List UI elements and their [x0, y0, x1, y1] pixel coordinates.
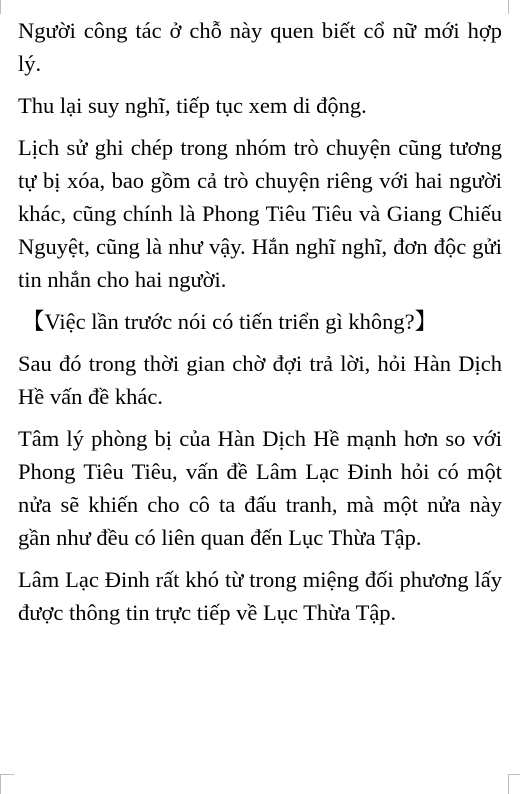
paragraph: Thu lại suy nghĩ, tiếp tục xem di động.: [18, 93, 367, 118]
crop-mark-bottom-right-h: [508, 774, 520, 775]
paragraph: Tâm lý phòng bị của Hàn Dịch Hề mạnh hơn so với Phong Tiêu Tiêu, vấn đề Lâm Lạc Đinh hỏi có một nửa sẽ khiến cho cô ta đấu tranh, mà một nửa này gần như đều có liên quan đến Lục Thừa Tập.: [18, 426, 502, 550]
paragraph: Người công tác ở chỗ này quen biết cổ nữ mới hợp lý.: [18, 18, 502, 76]
crop-mark-top-left: [0, 0, 1, 14]
paragraph: Sau đó trong thời gian chờ đợi trả lời, hỏi Hàn Dịch Hề vấn đề khác.: [18, 351, 502, 409]
paragraph-quote: 【Việc lần trước nói có tiến triển gì không?】: [22, 309, 438, 334]
paragraph: Lịch sử ghi chép trong nhóm trò chuyện cũng tương tự bị xóa, bao gồm cả trò chuyện riêng với hai người khác, cũng chính là Phong Tiêu Tiêu và Giang Chiếu Nguyệt, cũng là như vậy. Hắn nghĩ nghĩ, đơn độc gửi tin nhắn cho hai người.: [18, 135, 502, 292]
crop-mark-bottom-right: [508, 774, 509, 794]
crop-mark-top-right: [508, 0, 509, 14]
crop-mark-bottom-left: [0, 774, 1, 794]
crop-mark-bottom-left-h: [0, 774, 14, 775]
document-body: [18, 14, 502, 638]
paragraph: Lâm Lạc Đinh rất khó từ trong miệng đối phương lấy được thông tin trực tiếp về Lục Thừa Tập.: [18, 567, 502, 625]
